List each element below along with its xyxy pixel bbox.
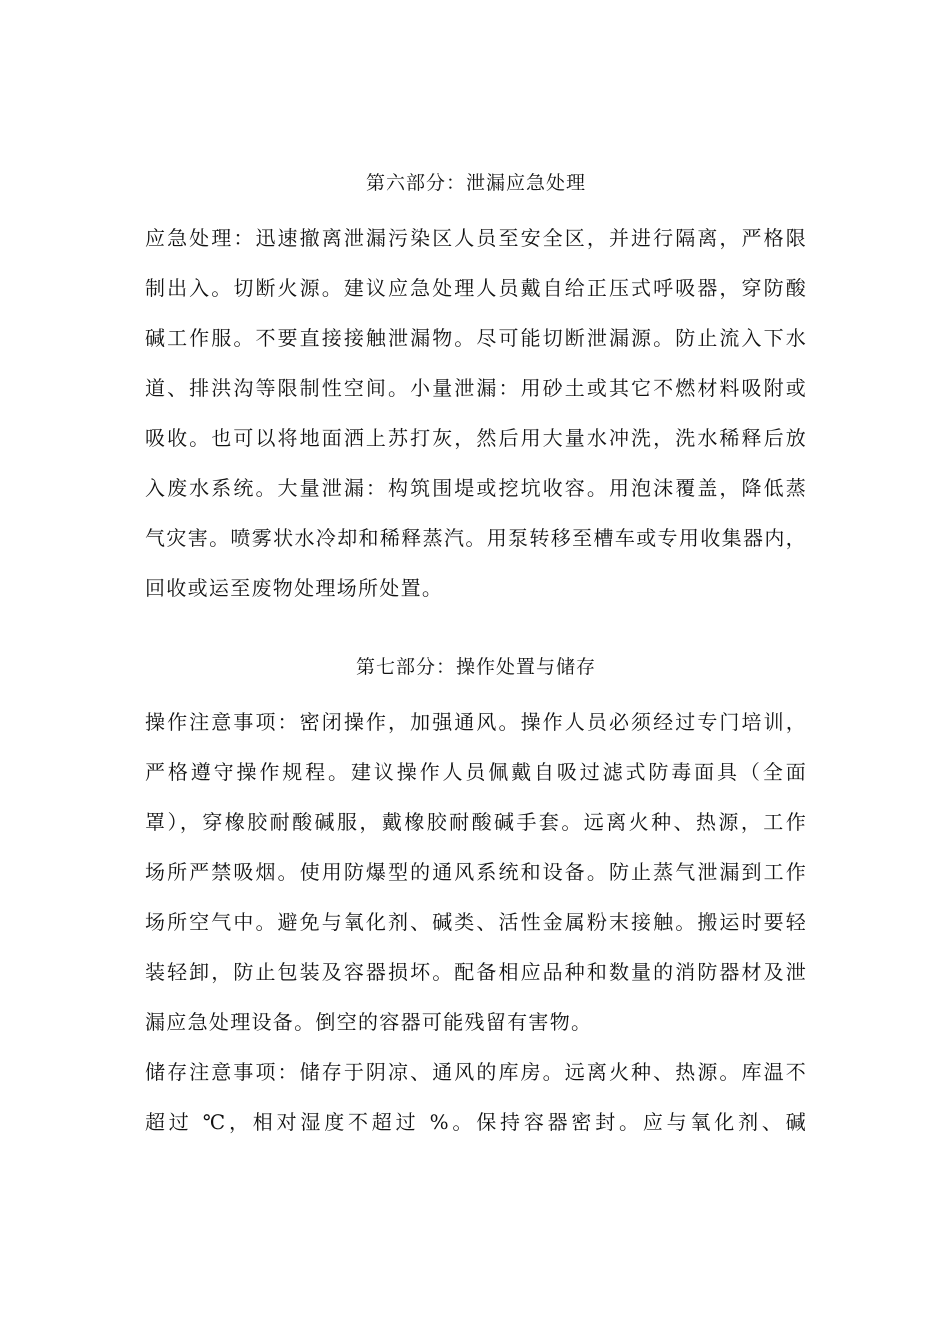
- section-6-line: 道、排洪沟等限制性空间。小量泄漏：用砂土或其它不燃材料吸附或: [145, 376, 807, 400]
- section-6-line: 入废水系统。大量泄漏：构筑围堤或挖坑收容。用泡沫覆盖，降低蒸: [145, 476, 807, 500]
- storage-line: 超过 ℃，相对湿度不超过 %。保持容器密封。应与氧化剂、碱: [145, 1110, 807, 1134]
- section-6-line: 回收或运至废物处理场所处置。: [145, 576, 444, 600]
- handling-line: 场所严禁吸烟。使用防爆型的通风系统和设备。防止蒸气泄漏到工作: [145, 860, 807, 884]
- handling-line: 罩），穿橡胶耐酸碱服，戴橡胶耐酸碱手套。远离火种、热源，工作: [145, 810, 807, 834]
- section-6-line: 气灾害。喷雾状水冷却和稀释蒸汽。用泵转移至槽车或专用收集器内，: [145, 526, 807, 550]
- section-6-body: [145, 213, 807, 613]
- storage-line: 储存注意事项：储存于阴凉、通风的库房。远离火种、热源。库温不: [145, 1060, 807, 1084]
- handling-line: 场所空气中。避免与氧化剂、碱类、活性金属粉末接触。搬运时要轻: [145, 910, 807, 934]
- handling-line: 装轻卸，防止包装及容器损坏。配备相应品种和数量的消防器材及泄: [145, 960, 807, 984]
- section-spacer: [145, 613, 807, 649]
- section-7-title: 第七部分：操作处置与储存: [355, 656, 596, 678]
- section-6-line: 制出入。切断火源。建议应急处理人员戴自给正压式呼吸器，穿防酸: [145, 276, 807, 300]
- section-6-line: 吸收。也可以将地面洒上苏打灰，然后用大量水冲洗，洗水稀释后放: [145, 426, 807, 450]
- section-6-line: 应急处理：迅速撤离泄漏污染区人员至安全区，并进行隔离，严格限: [145, 226, 807, 250]
- section-6-line: 碱工作服。不要直接接触泄漏物。尽可能切断泄漏源。防止流入下水: [145, 326, 807, 350]
- handling-line: 严格遵守操作规程。建议操作人员佩戴自吸过滤式防毒面具（全面: [145, 760, 807, 784]
- handling-line: 操作注意事项：密闭操作，加强通风。操作人员必须经过专门培训，: [145, 710, 807, 734]
- document-page: [145, 165, 807, 1147]
- section-7-storage: [145, 1047, 807, 1147]
- handling-line: 漏应急处理设备。倒空的容器可能残留有害物。: [145, 1010, 593, 1034]
- section-6-title: 第六部分：泄漏应急处理: [365, 172, 586, 194]
- section-7-handling: [145, 697, 807, 1047]
